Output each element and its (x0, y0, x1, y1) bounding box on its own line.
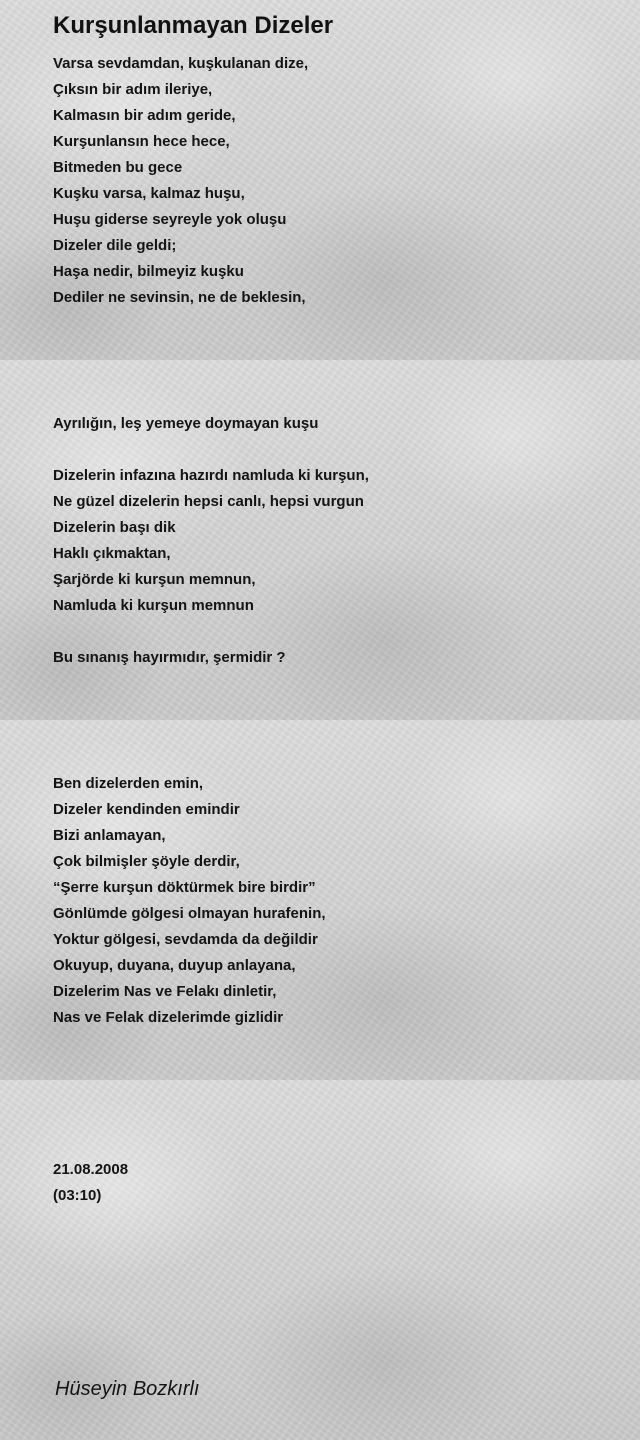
poem-line: Bizi anlamayan, (53, 827, 166, 844)
poem-date-block (53, 1157, 128, 1209)
poem-card-4 (0, 1080, 640, 1440)
poem-line: “Şerre kurşun döktürmek bire birdir” (53, 879, 316, 896)
stanza-1 (53, 51, 308, 311)
poem-line: Şarjörde ki kurşun memnun, (53, 571, 256, 588)
poem-line: Çok bilmişler şöyle derdir, (53, 853, 240, 870)
stanza-2 (53, 411, 318, 437)
poem-card-3 (0, 720, 640, 1080)
poem-line: Dediler ne sevinsin, ne de beklesin, (53, 289, 306, 306)
poem-line: Nas ve Felak dizelerimde gizlidir (53, 1009, 284, 1026)
poem-line: Dizeler kendinden emindir (53, 801, 240, 818)
poem-line: Dizeler dile geldi; (53, 237, 177, 254)
poem-line: Yoktur gölgesi, sevdamda da değildir (53, 931, 318, 948)
poem-line: Gönlümde gölgesi olmayan hurafenin, (53, 905, 326, 922)
poem-line: Kuşku varsa, kalmaz huşu, (53, 185, 245, 202)
poem-date: 21.08.2008 (53, 1161, 129, 1178)
poem-line: Çıksın bir adım ileriye, (53, 81, 213, 98)
poem-card-1 (0, 0, 640, 360)
poem-line: Bitmeden bu gece (53, 159, 183, 176)
poem-title: Kurşunlanmayan Dizeler (53, 12, 334, 39)
poem-line: Ne güzel dizelerin hepsi canlı, hepsi vurgun (53, 493, 364, 510)
poem-line: Haklı çıkmaktan, (53, 545, 171, 562)
poem-line: Haşa nedir, bilmeyiz kuşku (53, 263, 244, 280)
poem-line: Okuyup, duyana, duyup anlayana, (53, 957, 296, 974)
poem-line: Kalmasın bir adım geride, (53, 107, 236, 124)
stanza-3 (53, 463, 369, 619)
poem-line: Namluda ki kurşun memnun (53, 597, 254, 614)
poem-card-2 (0, 360, 640, 720)
poem-line: Huşu giderse seyreyle yok oluşu (53, 211, 287, 228)
poem-line: Dizelerin infazına hazırdı namluda ki kurşun, (53, 467, 369, 484)
poem-line: Dizelerim Nas ve Felakı dinletir, (53, 983, 277, 1000)
stanza-4 (53, 645, 286, 671)
poem-time: (03:10) (53, 1187, 102, 1204)
poem-author: Hüseyin Bozkırlı (55, 1378, 200, 1400)
stanza-5 (53, 771, 326, 1031)
poem-line: Dizelerin başı dik (53, 519, 176, 536)
poem-line: Ayrılığın, leş yemeye doymayan kuşu (53, 415, 319, 432)
poem-line: Kurşunlansın hece hece, (53, 133, 230, 150)
poem-line: Ben dizelerden emin, (53, 775, 204, 792)
poem-line: Varsa sevdamdan, kuşkulanan dize, (53, 55, 309, 72)
poem-line: Bu sınanış hayırmıdır, şermidir ? (53, 649, 286, 666)
